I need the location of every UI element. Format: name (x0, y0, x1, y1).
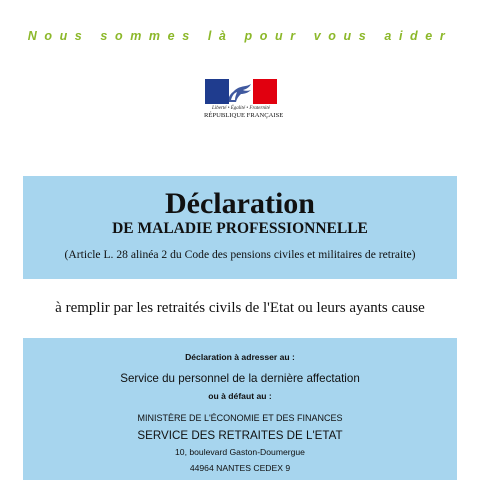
retraites-service-name: SERVICE DES RETRAITES DE L'ETAT (137, 429, 343, 442)
city-postcode: 44964 NANTES CEDEX 9 (189, 463, 291, 473)
address-label: Déclaration à adresser au : (185, 352, 295, 362)
article-reference: (Article L. 28 alinéa 2 du Code des pensions civiles et militaires de retraite) (64, 248, 416, 261)
tagline: Nous sommes là pour vous aider (27, 29, 453, 43)
page-title: Déclaration (165, 187, 315, 220)
address-box (23, 338, 457, 480)
republique-francaise-label: RÉPUBLIQUE FRANÇAISE (204, 112, 284, 119)
motto: Liberté • Égalité • Fraternité (212, 106, 270, 111)
instruction-text: à remplir par les retraités civils de l'Etat ou leurs ayants cause (55, 300, 425, 316)
page-subtitle: DE MALADIE PROFESSIONNELLE (112, 220, 368, 237)
service-name: Service du personnel de la dernière affectation (120, 372, 360, 385)
street-address: 10, boulevard Gaston-Doumergue (175, 447, 305, 457)
marianne-profile-icon (221, 80, 257, 104)
ministry-name: MINISTÈRE DE L'ÉCONOMIE ET DES FINANCES (137, 413, 343, 423)
tricolor-flag-icon (205, 79, 277, 104)
form-title-box (23, 176, 457, 279)
republique-francaise-logo (204, 79, 284, 119)
default-label: ou à défaut au : (208, 391, 272, 401)
